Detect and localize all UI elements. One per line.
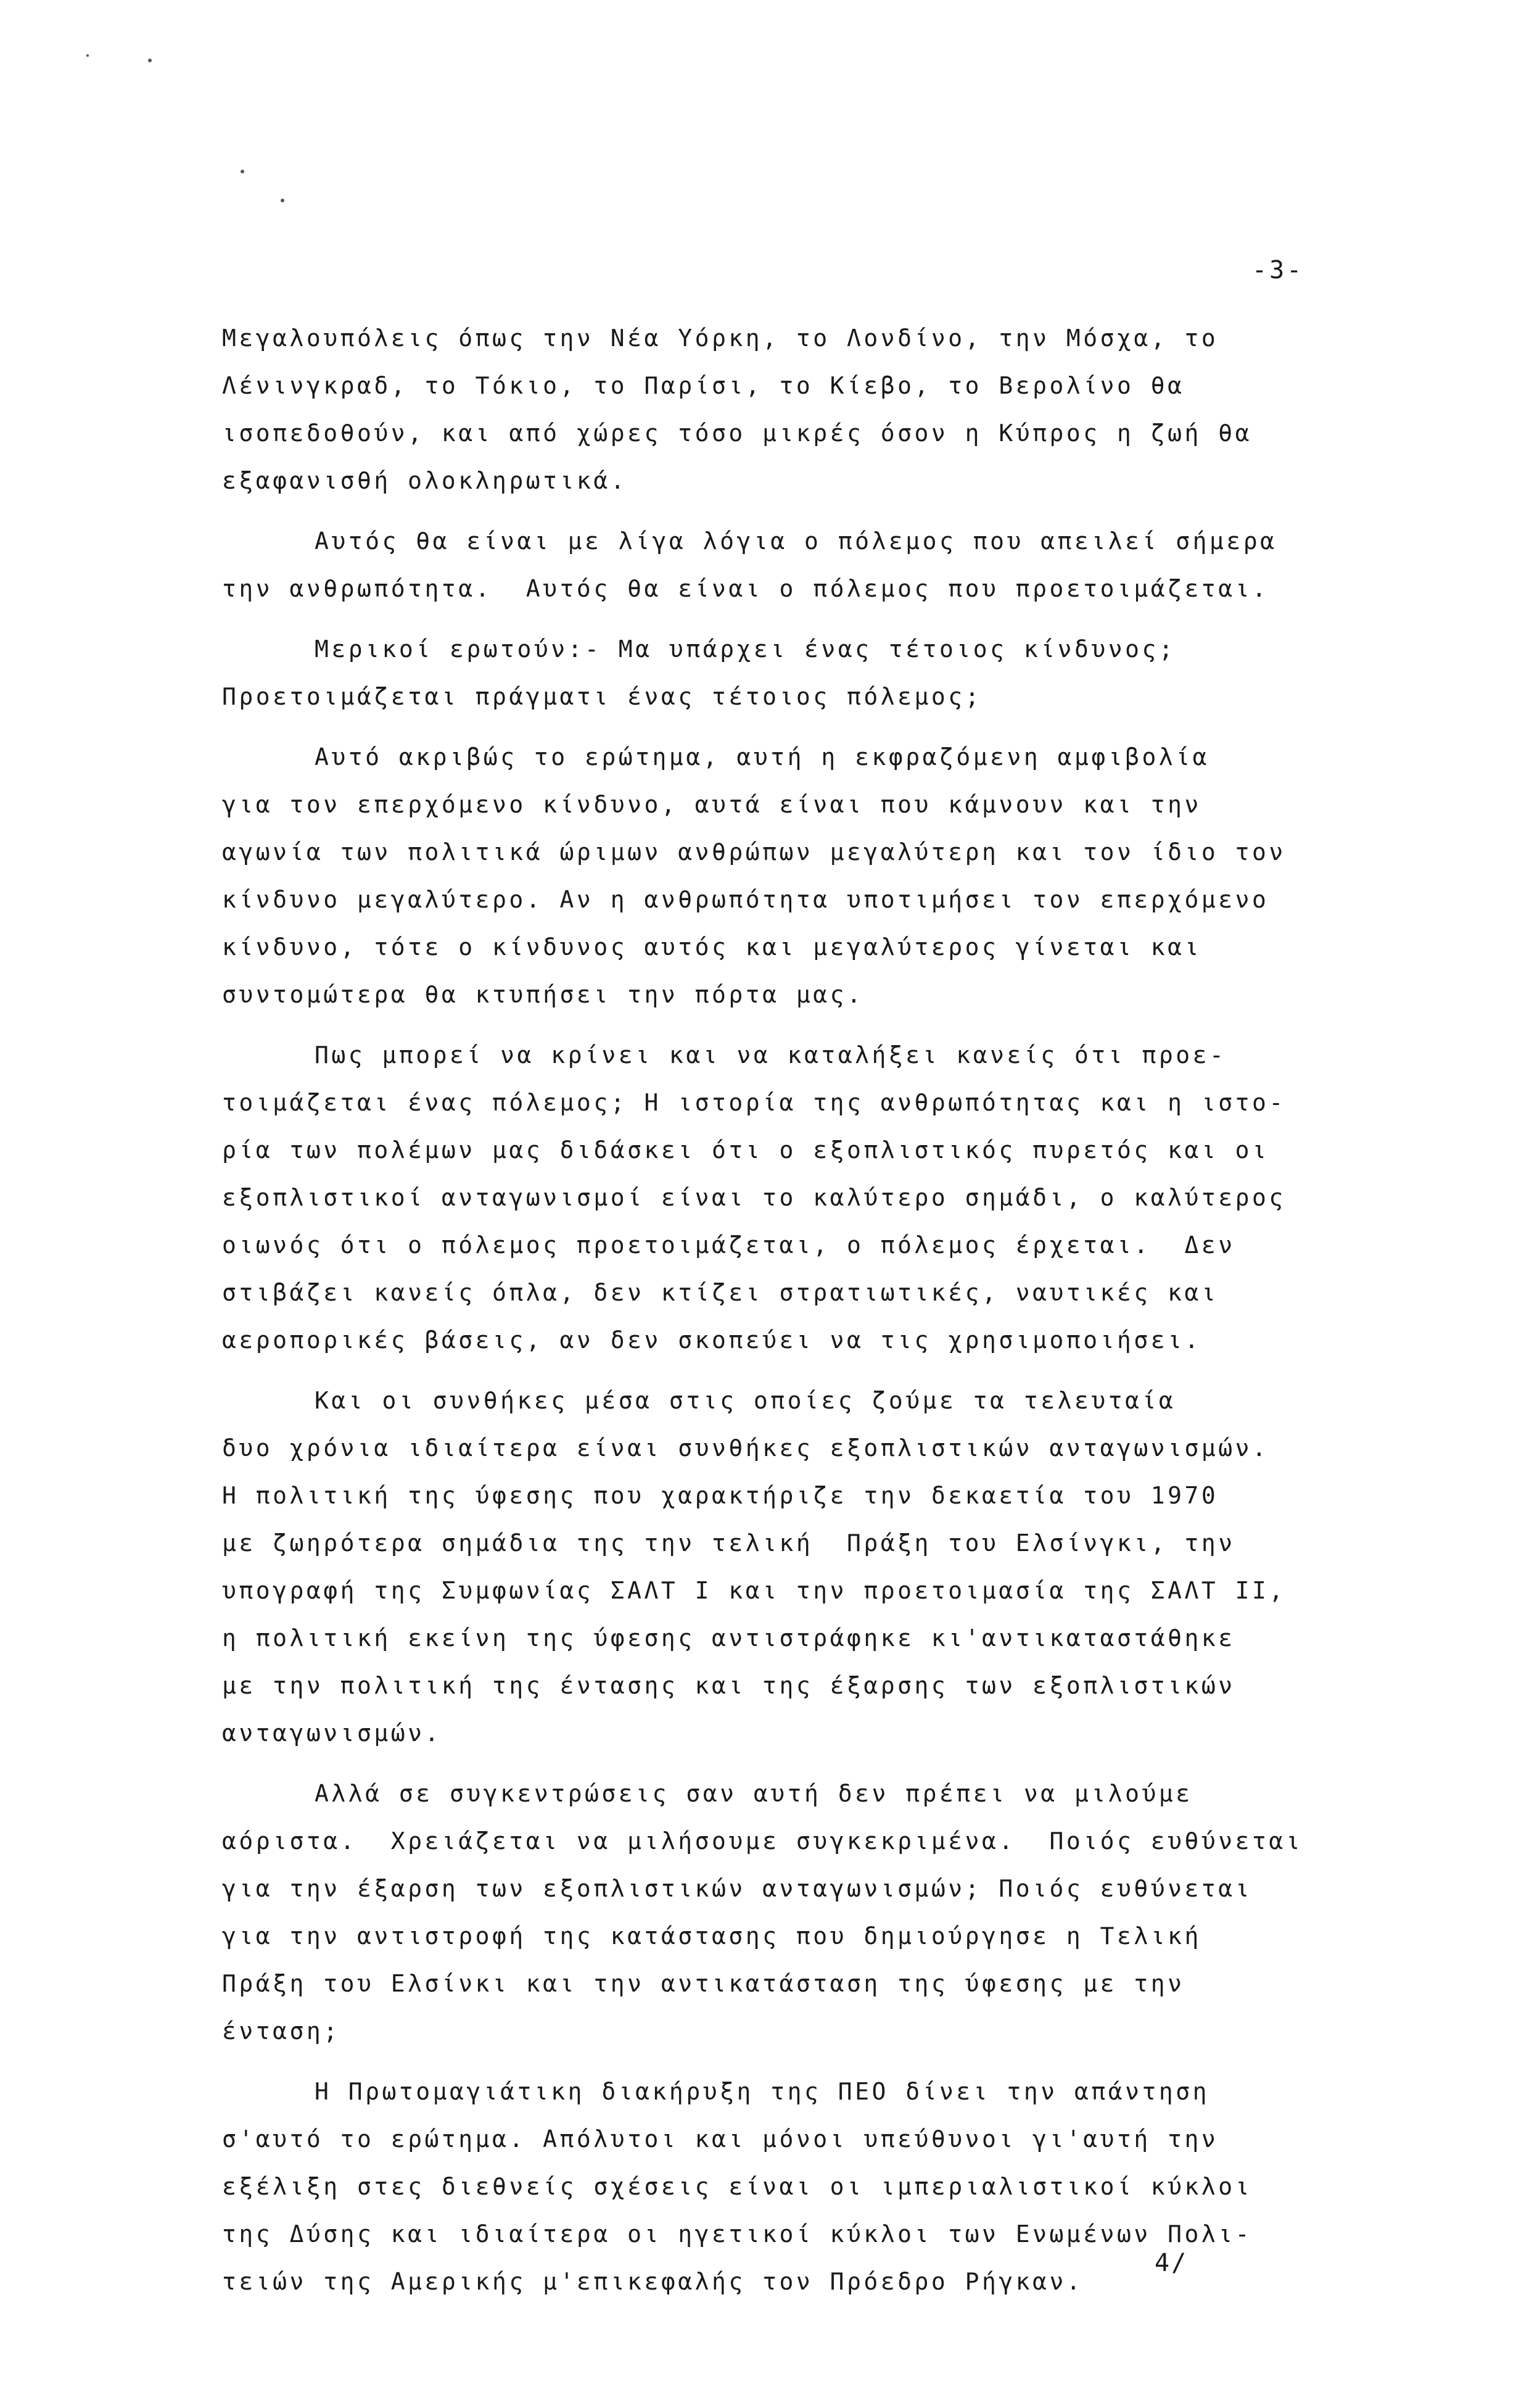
text-line: Η Πρωτομαγιάτικη διακήρυξη της ΠΕΟ δίνει την απάντηση [315, 2078, 1210, 2105]
text-line: η πολιτική εκείνη της ύφεσης αντιστράφηκε κι'αντικαταστάθηκε [222, 1624, 1235, 1652]
text-line: κίνδυνο μεγαλύτερο. Αν η ανθρωπότητα υποτιμήσει τον επερχόμενο [222, 886, 1269, 913]
text-line: εξοπλιστικοί ανταγωνισμοί είναι το καλύτερο σημάδι, ο καλύτερος [222, 1184, 1286, 1211]
text-line: Μεγαλουπόλεις όπως την Νέα Υόρκη, το Λονδίνο, την Μόσχα, το [222, 325, 1219, 352]
paragraph [222, 626, 1431, 721]
text-line: τοιμάζεται ένας πόλεμος; Η ιστορία της ανθρωπότητας και η ιστο- [222, 1089, 1286, 1116]
text-line: Και οι συνθήκες μέσα στις οποίες ζούμε τα τελευταία [315, 1387, 1176, 1414]
text-line: Αλλά σε συγκεντρώσεις σαν αυτή δεν πρέπει να μιλούμε [315, 1780, 1193, 1807]
paragraph [222, 2068, 1431, 2306]
text-line: για τον επερχόμενο κίνδυνο, αυτά είναι που κάμνουν και την [222, 791, 1201, 818]
text-line: Η πολιτική της ύφεσης που χαρακτήριζε την δεκαετία του 1970 [222, 1482, 1219, 1509]
page-number: -3- [1252, 256, 1304, 284]
text-line: στιβάζει κανείς όπλα, δεν κτίζει στρατιωτικές, ναυτικές και [222, 1279, 1219, 1306]
paragraph [222, 734, 1431, 1019]
text-line: για την αντιστροφή της κατάστασης που δημιούργησε η Τελική [222, 1922, 1201, 1950]
paragraph [222, 315, 1431, 505]
text-line: αεροπορικές βάσεις, αν δεν σκοπεύει να τις χρησιμοποιήσει. [222, 1326, 1201, 1354]
text-line: με ζωηρότερα σημάδια της την τελική Πράξη του Ελσίνγκι, την [222, 1529, 1235, 1557]
text-line: οιωνός ότι ο πόλεμος προετοιμάζεται, ο πόλεμος έρχεται. Δεν [222, 1231, 1235, 1259]
text-line: αγωνία των πολιτικά ώριμων ανθρώπων μεγαλύτερη και τον ίδιο τον [222, 838, 1286, 866]
text-line: Λένινγκραδ, το Τόκιο, το Παρίσι, το Κίεβο, το Βερολίνο θα [222, 372, 1185, 399]
scan-speck [148, 59, 152, 62]
text-line: Αυτό ακριβώς το ερώτημα, αυτή η εκφραζόμενη αμφιβολία [315, 743, 1210, 771]
continuation-marker: 4/ [1155, 2249, 1188, 2277]
text-line: Προετοιμάζεται πράγματι ένας τέτοιος πόλεμος; [222, 683, 983, 710]
text-line: ένταση; [222, 2017, 340, 2045]
text-line: εξαφανισθή ολοκληρωτικά. [222, 467, 628, 494]
paragraph [222, 1377, 1431, 1757]
text-line: αόριστα. Χρειάζεται να μιλήσουμε συγκεκριμένα. Ποιός ευθύνεται [222, 1827, 1303, 1855]
scan-speck [281, 199, 284, 202]
text-line: συντομώτερα θα κτυπήσει την πόρτα μας. [222, 981, 864, 1008]
text-line: Πως μπορεί να κρίνει και να καταλήξει κανείς ότι προε- [315, 1041, 1227, 1069]
body-text [222, 315, 1431, 2319]
scan-speck [241, 170, 244, 173]
text-line: για την έξαρση των εξοπλιστικών ανταγωνισμών; Ποιός ευθύνεται [222, 1875, 1253, 1902]
text-line: Αυτός θα είναι με λίγα λόγια ο πόλεμος που απειλεί σήμερα [315, 528, 1277, 555]
text-line: εξέλιξη στες διεθνείς σχέσεις είναι οι ιμπεριαλιστικοί κύκλοι [222, 2173, 1253, 2200]
paragraph [222, 518, 1431, 613]
text-line: της Δύσης και ιδιαίτερα οι ηγετικοί κύκλοι των Ενωμένων Πολι- [222, 2220, 1253, 2248]
text-line: δυο χρόνια ιδιαίτερα είναι συνθήκες εξοπλιστικών ανταγωνισμών. [222, 1434, 1269, 1462]
text-line: υπογραφή της Συμφωνίας ΣΑΛΤ Ι και την προετοιμασία της ΣΑΛΤ ΙΙ, [222, 1577, 1286, 1604]
text-line: ισοπεδοθούν, και από χώρες τόσο μικρές όσον η Κύπρος η ζωή θα [222, 420, 1253, 447]
paragraph [222, 1032, 1431, 1364]
paragraph [222, 1770, 1431, 2055]
text-line: σ'αυτό το ερώτημα. Απόλυτοι και μόνοι υπεύθυνοι γι'αυτή την [222, 2125, 1219, 2153]
text-line: την ανθρωπότητα. Αυτός θα είναι ο πόλεμος που προετοιμάζεται. [222, 575, 1269, 602]
scan-speck [86, 54, 89, 57]
text-line: τειών της Αμερικής μ'επικεφαλής τον Πρόεδρο Ρήγκαν. [222, 2268, 1084, 2295]
text-line: Μερικοί ερωτούν:- Μα υπάρχει ένας τέτοιος κίνδυνος; [315, 635, 1176, 663]
text-line: με την πολιτική της έντασης και της έξαρσης των εξοπλιστικών [222, 1672, 1235, 1699]
text-line: ανταγωνισμών. [222, 1719, 442, 1747]
text-line: κίνδυνο, τότε ο κίνδυνος αυτός και μεγαλύτερος γίνεται και [222, 933, 1201, 961]
text-line: ρία των πολέμων μας διδάσκει ότι ο εξοπλιστικός πυρετός και οι [222, 1136, 1269, 1164]
text-line: Πράξη του Ελσίνκι και την αντικατάσταση της ύφεσης με την [222, 1970, 1185, 1997]
